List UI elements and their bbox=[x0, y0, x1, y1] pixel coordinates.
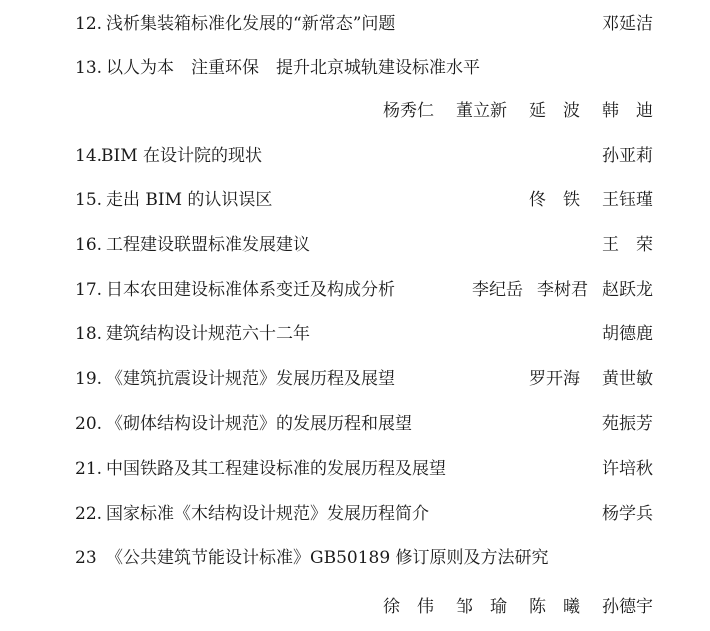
entry-title: 日本农田建设标准体系变迁及构成分析 bbox=[106, 280, 395, 300]
entry-number: 20. bbox=[75, 414, 103, 434]
toc-entry-16 bbox=[0, 230, 710, 260]
toc-entry-17 bbox=[0, 275, 710, 305]
toc-entry-20 bbox=[0, 409, 710, 439]
entry-author: 苑振芳 bbox=[602, 414, 653, 434]
author-name: 李纪岳 bbox=[472, 280, 523, 300]
author-name: 孙德宇 bbox=[602, 597, 653, 617]
toc-entry-22 bbox=[0, 499, 710, 529]
entry-authors bbox=[472, 275, 653, 305]
entry-title: 走出 BIM 的认识误区 bbox=[106, 190, 273, 210]
entry-title: 中国铁路及其工程建设标准的发展历程及展望 bbox=[106, 459, 446, 479]
author-name: 延 波 bbox=[529, 101, 580, 121]
toc-entry-15 bbox=[0, 185, 710, 215]
author-name: 罗开海 bbox=[529, 369, 580, 389]
entry-title: 《公共建筑节能设计标准》GB50189 修订原则及方法研究 bbox=[106, 548, 549, 568]
entry-author: 王 荣 bbox=[602, 235, 653, 255]
toc-entry-13 bbox=[0, 53, 710, 83]
author-name: 李树君 bbox=[537, 280, 588, 300]
entry-author: 胡德鹿 bbox=[602, 324, 653, 344]
toc-entry-23 bbox=[0, 543, 710, 573]
author-name: 邹 瑜 bbox=[456, 597, 507, 617]
entry-number: 14. bbox=[75, 146, 103, 166]
entry-title: 浅析集装箱标准化发展的“新常态”问题 bbox=[106, 14, 396, 34]
author-name: 佟 铁 bbox=[529, 190, 580, 210]
entry-authors bbox=[529, 185, 653, 215]
entry-title: 国家标准《木结构设计规范》发展历程简介 bbox=[106, 504, 429, 524]
entry-title: 以人为本 注重环保 提升北京城轨建设标准水平 bbox=[106, 58, 480, 78]
author-name: 王钰瑾 bbox=[602, 190, 653, 210]
toc-entry-19 bbox=[0, 364, 710, 394]
entry-title: 建筑结构设计规范六十二年 bbox=[106, 324, 310, 344]
entry-number: 19. bbox=[75, 369, 103, 389]
entry-number: 16. bbox=[75, 235, 103, 255]
entry-number: 12. bbox=[75, 14, 103, 34]
entry-number: 22. bbox=[75, 504, 103, 524]
toc-entry-12 bbox=[0, 9, 710, 39]
entry-title: 工程建设联盟标准发展建议 bbox=[106, 235, 310, 255]
entry-number: 23 bbox=[75, 548, 97, 568]
author-name: 徐 伟 bbox=[383, 597, 434, 617]
entry-authors bbox=[529, 364, 653, 394]
entry-title: BIM 在设计院的现状 bbox=[101, 146, 263, 166]
entry-number: 15. bbox=[75, 190, 103, 210]
entry-authors bbox=[383, 592, 653, 622]
entry-title: 《砌体结构设计规范》的发展历程和展望 bbox=[106, 414, 412, 434]
entry-authors bbox=[383, 96, 653, 126]
entry-number: 17. bbox=[75, 280, 103, 300]
author-name: 赵跃龙 bbox=[602, 280, 653, 300]
author-name: 黄世敏 bbox=[602, 369, 653, 389]
toc-entry-21 bbox=[0, 454, 710, 484]
entry-number: 21. bbox=[75, 459, 103, 479]
author-name: 杨秀仁 bbox=[383, 101, 434, 121]
author-name: 韩 迪 bbox=[602, 101, 653, 121]
author-name: 陈 曦 bbox=[529, 597, 580, 617]
entry-number: 18. bbox=[75, 324, 103, 344]
toc-entry-23-authors bbox=[0, 592, 710, 622]
entry-title: 《建筑抗震设计规范》发展历程及展望 bbox=[106, 369, 395, 389]
toc-entry-18 bbox=[0, 319, 710, 349]
entry-author: 杨学兵 bbox=[602, 504, 653, 524]
author-name: 董立新 bbox=[456, 101, 507, 121]
entry-author: 许培秋 bbox=[602, 459, 653, 479]
toc-entry-14 bbox=[0, 141, 710, 171]
toc-entry-13-authors bbox=[0, 96, 710, 126]
entry-author: 邓延洁 bbox=[602, 14, 653, 34]
entry-author: 孙亚莉 bbox=[602, 146, 653, 166]
entry-number: 13. bbox=[75, 58, 103, 78]
